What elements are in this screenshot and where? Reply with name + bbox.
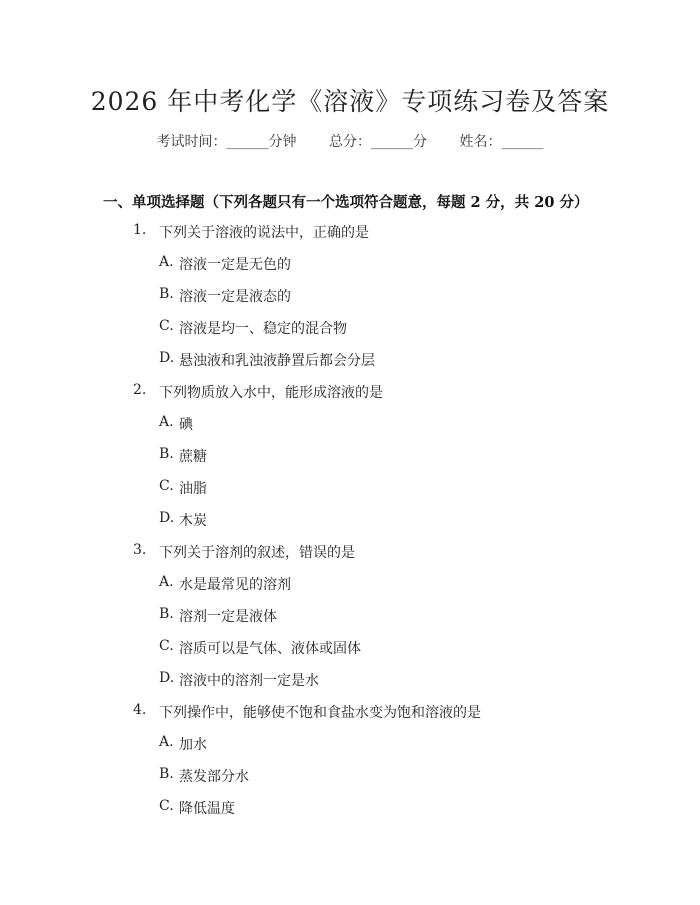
option-text: 溶液一定是无色的 xyxy=(179,257,291,273)
option-2d xyxy=(0,510,700,542)
option-letter: C. xyxy=(159,638,174,654)
option-3a xyxy=(0,574,700,606)
option-1b xyxy=(0,286,700,318)
option-text: 碘 xyxy=(179,417,193,433)
option-letter: A. xyxy=(159,414,174,430)
question-number: 2. xyxy=(133,382,147,398)
option-letter: B. xyxy=(159,286,174,302)
option-letter: C. xyxy=(159,798,174,814)
option-text: 水是最常见的溶剂 xyxy=(179,577,291,593)
option-2b xyxy=(0,446,700,478)
option-letter: D. xyxy=(159,510,175,526)
option-text: 加水 xyxy=(179,737,207,753)
option-3d xyxy=(0,670,700,702)
option-2c xyxy=(0,478,700,510)
option-letter: B. xyxy=(159,606,174,622)
question-number: 1. xyxy=(133,222,147,238)
option-1c xyxy=(0,318,700,350)
option-text: 溶剂一定是液体 xyxy=(179,609,277,625)
document-title: 2026 年中考化学《溶液》专项练习卷及答案 xyxy=(90,87,610,116)
student-name-field: 姓名：______ xyxy=(459,134,544,150)
question-2 xyxy=(0,382,700,414)
option-letter: A. xyxy=(159,574,174,590)
question-stem: 下列物质放入水中，能形成溶液的是 xyxy=(159,385,383,401)
option-letter: D. xyxy=(159,670,175,686)
option-text: 溶液中的溶剂一定是水 xyxy=(179,673,319,689)
option-3c xyxy=(0,638,700,670)
option-letter: B. xyxy=(159,766,174,782)
option-text: 溶液是均一、稳定的混合物 xyxy=(179,321,347,337)
option-letter: C. xyxy=(159,318,174,334)
question-number: 3. xyxy=(133,542,147,558)
question-stem: 下列关于溶剂的叙述，错误的是 xyxy=(159,545,355,561)
option-1a xyxy=(0,254,700,286)
section-heading: 一、单项选择题（下列各题只有一个选项符合题意，每题 2 分，共 20 分） xyxy=(103,194,589,211)
option-text: 蔗糖 xyxy=(179,449,207,465)
option-2a xyxy=(0,414,700,446)
option-text: 悬浊液和乳浊液静置后都会分层 xyxy=(179,353,375,369)
option-letter: D. xyxy=(159,350,175,366)
option-1d xyxy=(0,350,700,382)
option-4a xyxy=(0,734,700,766)
option-text: 油脂 xyxy=(179,481,207,497)
option-4b xyxy=(0,766,700,798)
total-score-field: 总分：______分 xyxy=(329,134,427,150)
question-number: 4. xyxy=(133,702,147,718)
option-letter: A. xyxy=(159,734,174,750)
option-3b xyxy=(0,606,700,638)
option-text: 降低温度 xyxy=(179,801,235,817)
question-3 xyxy=(0,542,700,574)
option-text: 溶液一定是液态的 xyxy=(179,289,291,305)
option-letter: B. xyxy=(159,446,174,462)
option-letter: C. xyxy=(159,478,174,494)
question-list xyxy=(0,222,700,830)
question-1 xyxy=(0,222,700,254)
option-4c xyxy=(0,798,700,830)
question-4 xyxy=(0,702,700,734)
question-stem: 下列操作中，能够使不饱和食盐水变为饱和溶液的是 xyxy=(159,705,481,721)
option-text: 蒸发部分水 xyxy=(179,769,249,785)
option-letter: A. xyxy=(159,254,174,270)
option-text: 溶质可以是气体、液体或固体 xyxy=(179,641,361,657)
question-stem: 下列关于溶液的说法中，正确的是 xyxy=(159,225,369,241)
option-text: 木炭 xyxy=(179,513,207,529)
exam-time-field: 考试时间：______分钟 xyxy=(156,134,297,150)
exam-meta xyxy=(0,131,700,151)
